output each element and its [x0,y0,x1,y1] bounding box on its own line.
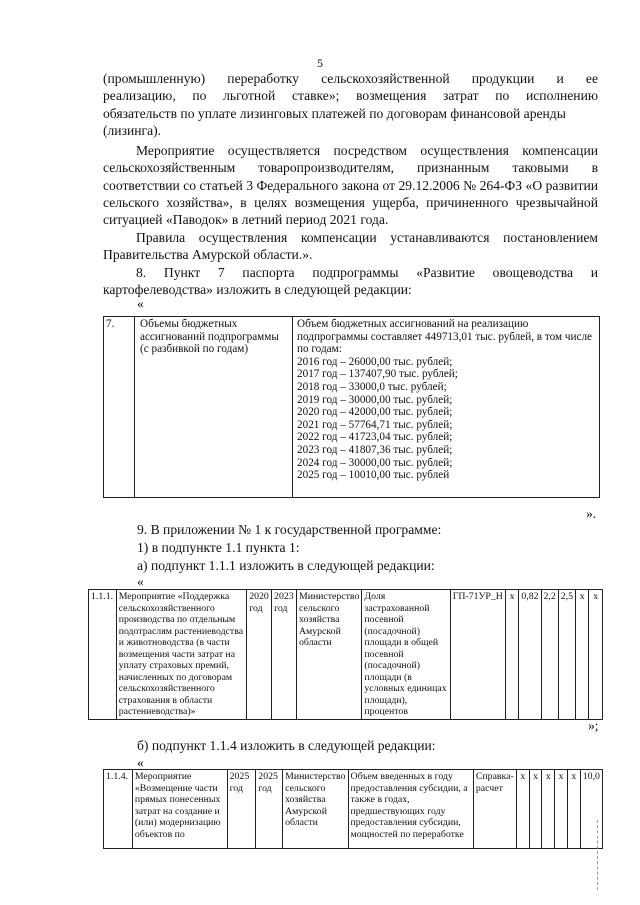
open-quote-3: « [137,755,144,770]
end-year: 2023 год [272,590,297,720]
start-year: 2020 год [247,590,272,720]
value-6: х [589,590,603,720]
passport-year-2023: 2023 год – 41807,36 тыс. рублей; [297,443,453,456]
paragraph-4: 8. Пункт 7 паспорта подпрограммы «Развитие овощеводства и картофелеводства» изложить в следующей редакции: [103,265,598,298]
executor: Министерство сельского хозяйства Амурской области [283,770,348,849]
passport-row-label: Объемы бюджетных ассигнований подпрограммы (с разбивкой по годам) [135,317,293,498]
activity-table-1-1-1 [88,589,603,720]
passport-year-2025: 2025 год – 10010,00 тыс. рублей [297,469,450,482]
page-edge-mark [597,820,599,890]
value-3: 2,2 [541,590,558,720]
passport-row-number: 7. [104,317,135,498]
activity-name: Мероприятие «Поддержка сельскохозяйственного производства по отдельным подотраслям растениеводства и животноводства (в части возмещения части затрат на уплату страховых премий, начисленных по договорам сельскохозяйственного страхования в области растениеводства)» [116,590,247,720]
close-quote-2: »; [588,718,599,733]
paragraph-1-line-4: (лизинга). [103,122,162,138]
value-5: х [567,770,580,849]
passport-year-2019: 2019 год – 30000,00 тыс. рублей; [297,393,453,406]
indicator-code: ГП-71УР_Н [450,590,505,720]
executor: Министерство сельского хозяйства Амурской области [296,590,361,720]
value-6: 10,0 [580,770,602,849]
paragraph-1-line-3: обязательств по уплате лизинговых платежей по договорам финансовой аренды [103,105,566,121]
open-quote-1: « [137,296,144,311]
passport-year-2016: 2016 год – 26000,00 тыс. рублей; [297,355,453,368]
paragraph-1 [103,70,598,139]
indicator-code: Справка-расчет [473,770,516,849]
paragraph-1-line-1: (промышленную) переработку сельскохозяйственной продукции и ее [103,71,598,86]
value-2: х [529,770,542,849]
start-year: 2025 год [227,770,256,849]
passport-row-value [293,317,600,498]
value-1: х [516,770,529,849]
value-4: 2,5 [558,590,575,720]
value-3: х [542,770,555,849]
value-2: 0,82 [519,590,541,720]
passport-table [103,316,600,498]
end-year: 2025 год [256,770,283,849]
item-9-b: б) подпункт 1.1.4 изложить в следующей редакции: [137,738,436,753]
indicator: Доля застрахованной посевной (посадочной) площади в общей посевной (посадочной) площади (в условных единицах площади), процентов [362,590,450,720]
paragraph-3: Правила осуществления компенсации устанавливаются постановлением Правительства Амурской области.». [103,230,598,263]
row-number: 1.1.1. [89,590,117,720]
passport-year-2018: 2018 год – 33000,0 тыс. рублей; [297,380,447,393]
passport-year-2022: 2022 год – 41723,04 тыс. рублей; [297,431,453,444]
paragraph-1-line-2: реализацию, по льготной ставке»; возмещения затрат по исполнению [103,88,598,104]
indicator: Объем введенных в году предоставления субсидии, а также в годах, предшествующих году предоставления субсидии, мощностей по переработке [348,770,473,849]
item-9-1: 1) в подпункте 1.1 пункта 1: [137,540,300,555]
page-number: 5 [317,56,323,70]
item-9: 9. В приложении № 1 к государственной программе: [137,522,442,537]
value-4: х [555,770,568,849]
passport-year-2020: 2020 год – 42000,00 тыс. рублей; [297,406,453,419]
activity-name: Мероприятие «Возмещение части прямых понесенных затрат на создание и (или) модернизацию объектов по [132,770,227,849]
passport-year-2024: 2024 год – 30000,00 тыс. рублей; [297,456,453,469]
passport-intro: Объем бюджетных ассигнований на реализацию подпрограммы составляет 449713,01 тыс. рублей, в том числе по годам: [297,318,593,356]
open-quote-2: « [137,574,144,589]
activity-table-1-1-4 [103,769,603,849]
passport-year-2017: 2017 год – 137407,90 тыс. рублей; [297,368,458,381]
close-quote-1: ». [586,506,597,521]
item-9-a: а) подпункт 1.1.1 изложить в следующей редакции: [137,558,435,573]
value-1: х [505,590,518,720]
value-5: х [576,590,589,720]
passport-year-2021: 2021 год – 57764,71 тыс. рублей; [297,418,453,431]
row-number: 1.1.4. [104,770,133,849]
paragraph-2: Мероприятие осуществляется посредством осуществления компенсации сельскохозяйственным товаропроизводителям, признанным таковыми в соответствии со статьей 3 Федерального закона от 29.12.2006 № 264-ФЗ «О развитии сельского хозяйства», в целях возмещения ущерба, причиненного чрезвычайной ситуацией «Паводок» в летний период 2021 года. [103,143,598,228]
